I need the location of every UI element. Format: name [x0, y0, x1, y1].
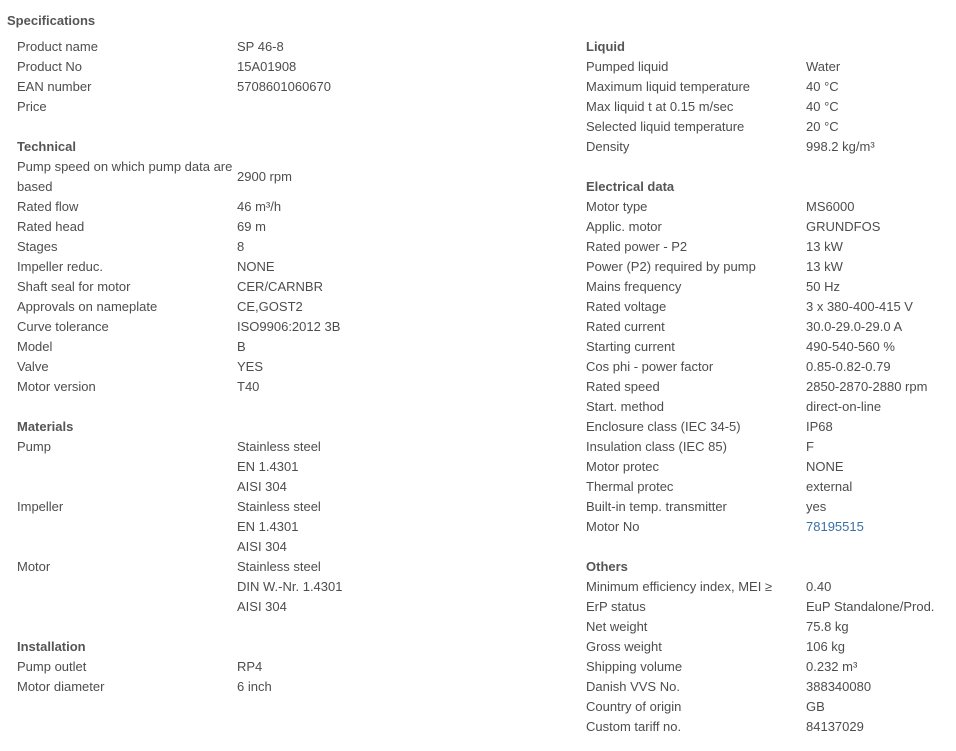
spec-row-motor-protec	[586, 457, 956, 477]
spec-row-power-required	[586, 257, 956, 277]
spec-row-gross-weight	[586, 637, 956, 657]
spec-value: 2900 rpm	[237, 169, 292, 184]
spec-row-mains-frequency	[586, 277, 956, 297]
spec-label: Shaft seal for motor	[17, 279, 131, 294]
spec-label	[17, 157, 237, 197]
spec-row-mei	[586, 577, 956, 597]
spec-label: Approvals on nameplate	[17, 299, 158, 314]
spec-value: EN 1.4301	[237, 459, 299, 474]
spec-label: Danish VVS No.	[586, 679, 680, 694]
spec-value: DIN W.-Nr. 1.4301	[237, 579, 343, 594]
spec-label: Motor protec	[586, 459, 659, 474]
spec-row-max-liquid-t-velocity	[586, 97, 956, 117]
spec-value: EN 1.4301	[237, 519, 299, 534]
spec-row-motor-no	[586, 517, 956, 537]
spec-value: 998.2 kg/m³	[806, 139, 875, 154]
spec-value: 50 Hz	[806, 279, 840, 294]
right-column	[586, 37, 956, 737]
section-heading-liquid: Liquid	[586, 39, 625, 54]
spec-value: CER/CARNBR	[237, 279, 323, 294]
spec-value: NONE	[237, 259, 275, 274]
spec-value: 490-540-560 %	[806, 339, 895, 354]
liquid-section	[586, 37, 956, 157]
spec-value: Stainless steel	[237, 559, 321, 574]
spec-label: Motor	[17, 559, 51, 574]
spec-label: Model	[17, 339, 53, 354]
spec-row-rated-voltage	[586, 297, 956, 317]
spec-value: SP 46-8	[237, 39, 284, 54]
spec-value: ISO9906:2012 3B	[237, 319, 341, 334]
spec-row-starting-current	[586, 337, 956, 357]
spec-value: AISI 304	[237, 539, 287, 554]
spec-value: 8	[237, 239, 245, 254]
spec-value: Stainless steel	[237, 499, 321, 514]
spec-label: Built-in temp. transmitter	[586, 499, 727, 514]
spec-value: EuP Standalone/Prod.	[806, 599, 935, 614]
spec-value	[237, 97, 557, 117]
spec-value: Water	[806, 59, 841, 74]
spec-value: RP4	[237, 659, 263, 674]
spec-value-list	[237, 557, 342, 617]
spec-row-valve	[17, 357, 557, 377]
spec-value: 20 °C	[806, 119, 839, 134]
spec-label: Valve	[17, 359, 49, 374]
spec-value: direct-on-line	[806, 399, 882, 414]
spec-label: Enclosure class (IEC 34-5)	[586, 419, 741, 434]
spec-label: Selected liquid temperature	[586, 119, 745, 134]
spec-label: Gross weight	[586, 639, 662, 654]
others-section	[586, 557, 956, 737]
spec-label: Pump outlet	[17, 659, 87, 674]
spec-row-country-origin	[586, 697, 956, 717]
spec-value-list	[237, 497, 321, 557]
spec-value: 84137029	[806, 719, 864, 734]
spec-label: Net weight	[586, 619, 648, 634]
spec-value: 69 m	[237, 219, 266, 234]
spec-label: Custom tariff no.	[586, 719, 682, 734]
spec-label: Power (P2) required by pump	[586, 259, 756, 274]
spec-value: MS6000	[806, 199, 855, 214]
spec-row-rated-flow	[17, 197, 557, 217]
spec-label: Starting current	[586, 339, 675, 354]
spec-row-shipping-volume	[586, 657, 956, 677]
spec-value: 40 °C	[806, 99, 839, 114]
spec-label: Cos phi - power factor	[586, 359, 714, 374]
spec-label: Rated head	[17, 219, 85, 234]
spec-label: Stages	[17, 239, 58, 254]
spec-value: CE,GOST2	[237, 299, 303, 314]
spec-value: 75.8 kg	[806, 619, 849, 634]
spec-row-motor-type	[586, 197, 956, 217]
spec-row-approvals	[17, 297, 557, 317]
spec-label: Density	[586, 139, 630, 154]
spec-row-price	[17, 97, 557, 117]
left-column	[17, 37, 557, 697]
spec-value-list	[237, 437, 321, 497]
spec-label-line: Pump speed on which pump data are	[17, 159, 233, 174]
spec-row-selected-liquid-temp	[586, 117, 956, 137]
spec-row-pump-speed	[17, 157, 557, 197]
spec-label: Impeller	[17, 499, 64, 514]
spec-label-line: based	[17, 179, 53, 194]
spec-row-density	[586, 137, 956, 157]
spec-label: Country of origin	[586, 699, 682, 714]
spec-row-rated-speed	[586, 377, 956, 397]
spec-value: AISI 304	[237, 599, 287, 614]
section-heading-technical: Technical	[17, 139, 77, 154]
section-heading-electrical: Electrical data	[586, 179, 675, 194]
spec-label: Start. method	[586, 399, 665, 414]
spec-label: Impeller reduc.	[17, 259, 103, 274]
spec-row-motor-diameter	[17, 677, 557, 697]
page-title: Specifications	[7, 13, 96, 28]
spec-row-motor-material	[17, 557, 557, 617]
spec-label: Pumped liquid	[586, 59, 669, 74]
spec-row-pump-material	[17, 437, 557, 497]
spec-label: Minimum efficiency index, MEI ≥	[586, 579, 773, 594]
spec-value: 30.0-29.0-29.0 A	[806, 319, 903, 334]
spec-value: IP68	[806, 419, 833, 434]
spec-row-thermal-protec	[586, 477, 956, 497]
spec-row-rated-power	[586, 237, 956, 257]
spec-value: 5708601060670	[237, 79, 331, 94]
spec-label: Max liquid t at 0.15 m/sec	[586, 99, 734, 114]
spec-label: Rated power - P2	[586, 239, 688, 254]
spec-row-custom-tariff	[586, 717, 956, 737]
spec-value: 0.232 m³	[806, 659, 858, 674]
spec-row-curve-tolerance	[17, 317, 557, 337]
spec-value: 46 m³/h	[237, 199, 282, 214]
spec-row-stages	[17, 237, 557, 257]
materials-section	[17, 417, 557, 617]
spec-value: Stainless steel	[237, 439, 321, 454]
spec-value: 106 kg	[806, 639, 846, 654]
spec-label: Product name	[17, 39, 98, 54]
spec-label: Rated current	[586, 319, 665, 334]
spec-label: Insulation class (IEC 85)	[586, 439, 727, 454]
spec-row-impeller-material	[17, 497, 557, 557]
spec-label: Mains frequency	[586, 279, 682, 294]
spec-row-erp-status	[586, 597, 956, 617]
motor-no-link[interactable]: 78195515	[806, 519, 864, 534]
spec-label: Rated flow	[17, 199, 79, 214]
spec-row-pumped-liquid	[586, 57, 956, 77]
spec-row-cos-phi	[586, 357, 956, 377]
spec-label: Motor No	[586, 519, 640, 534]
general-section	[17, 37, 557, 117]
spec-label: Motor version	[17, 379, 96, 394]
spec-row-shaft-seal	[17, 277, 557, 297]
spec-value: T40	[237, 379, 260, 394]
electrical-section	[586, 177, 956, 537]
spec-value: 40 °C	[806, 79, 839, 94]
spec-label: Pump	[17, 439, 51, 454]
spec-row-net-weight	[586, 617, 956, 637]
spec-value: external	[806, 479, 853, 494]
spec-value: 0.40	[806, 579, 832, 594]
installation-section	[17, 637, 557, 697]
spec-row-rated-current	[586, 317, 956, 337]
spec-value: 3 x 380-400-415 V	[806, 299, 913, 314]
spec-label: Thermal protec	[586, 479, 674, 494]
spec-row-insulation-class	[586, 437, 956, 457]
spec-value: 0.85-0.82-0.79	[806, 359, 891, 374]
spec-value: 6 inch	[237, 679, 272, 694]
spec-row-danish-vvs	[586, 677, 956, 697]
spec-label: Shipping volume	[586, 659, 683, 674]
spec-label: Price	[17, 99, 47, 114]
spec-row-enclosure-class	[586, 417, 956, 437]
spec-value: yes	[806, 499, 827, 514]
spec-row-product-name	[17, 37, 557, 57]
spec-value: 2850-2870-2880 rpm	[806, 379, 928, 394]
spec-row-max-liquid-temp	[586, 77, 956, 97]
spec-value: 388340080	[806, 679, 872, 694]
spec-value: AISI 304	[237, 479, 287, 494]
section-heading-materials: Materials	[17, 419, 74, 434]
technical-section	[17, 137, 557, 397]
spec-row-temp-transmitter	[586, 497, 956, 517]
spec-label: Rated voltage	[586, 299, 667, 314]
spec-label: ErP status	[586, 599, 646, 614]
spec-label: Motor type	[586, 199, 648, 214]
section-heading-installation: Installation	[17, 639, 86, 654]
spec-row-ean-number	[17, 77, 557, 97]
spec-row-pump-outlet	[17, 657, 557, 677]
spec-label: Product No	[17, 59, 83, 74]
spec-label: Maximum liquid temperature	[586, 79, 751, 94]
spec-row-motor-version	[17, 377, 557, 397]
spec-row-start-method	[586, 397, 956, 417]
section-heading-others: Others	[586, 559, 628, 574]
spec-row-impeller-reduc	[17, 257, 557, 277]
spec-label: Motor diameter	[17, 679, 105, 694]
spec-value: 13 kW	[806, 259, 843, 274]
spec-row-model	[17, 337, 557, 357]
spec-value: GB	[806, 699, 825, 714]
spec-row-rated-head	[17, 217, 557, 237]
spec-label: Applic. motor	[586, 219, 662, 234]
spec-value: NONE	[806, 459, 844, 474]
spec-label: Curve tolerance	[17, 319, 109, 334]
spec-value: 15A01908	[237, 59, 297, 74]
spec-value: F	[806, 439, 814, 454]
spec-row-applic-motor	[586, 217, 956, 237]
spec-value: YES	[237, 359, 264, 374]
spec-label: EAN number	[17, 79, 92, 94]
spec-row-product-no	[17, 57, 557, 77]
spec-value: GRUNDFOS	[806, 219, 881, 234]
spec-value: 13 kW	[806, 239, 843, 254]
spec-value: B	[237, 339, 246, 354]
spec-label: Rated speed	[586, 379, 660, 394]
